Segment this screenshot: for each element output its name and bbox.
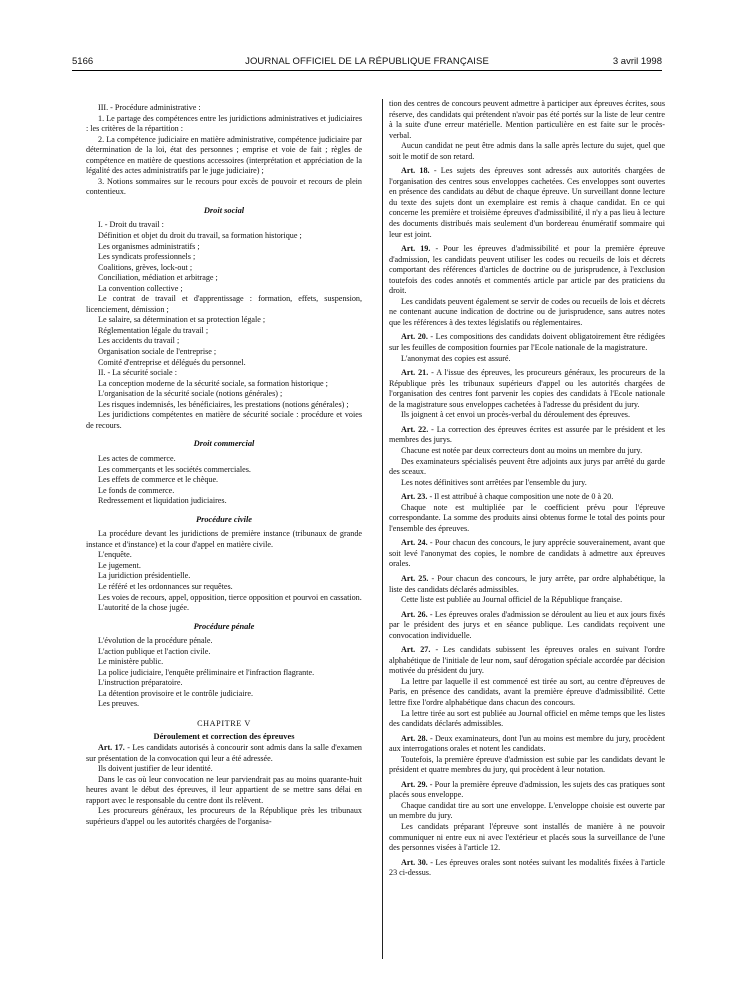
article-paragraph	[389, 574, 665, 595]
paragraph	[86, 486, 362, 497]
header-rule	[72, 70, 662, 71]
paragraph-text: La détention provisoire et le contrôle judiciaire.	[98, 688, 253, 698]
issue-date: 3 avril 1998	[612, 56, 662, 67]
paragraph-text: - Les candidats subissent les épreuves orales en suivant l'ordre alphabétique de l'initiale de leur nom, sauf dérogation spéciale accordée par décision motivée du président du jury.	[389, 645, 665, 676]
article-number: Art. 21.	[401, 368, 429, 378]
paragraph	[389, 478, 665, 489]
paragraph	[86, 326, 362, 337]
article-paragraph	[389, 538, 665, 570]
paragraph	[86, 400, 362, 411]
paragraph-text: II. - La sécurité sociale :	[98, 368, 177, 378]
paragraph	[86, 135, 362, 177]
paragraph	[86, 561, 362, 572]
paragraph-text: Droit social	[203, 205, 245, 215]
paragraph-text: I. - Droit du travail :	[98, 220, 164, 230]
paragraph-text: 1. Le partage des compétences entre les juridictions administratives et judiciaires : les critères de la répartition :	[86, 113, 362, 134]
paragraph	[86, 636, 362, 647]
paragraph-text: La convention collective ;	[98, 283, 183, 293]
paragraph	[86, 465, 362, 476]
paragraph-text: L'évolution de la procédure pénale.	[98, 636, 213, 646]
paragraph-text: L'action publique et l'action civile.	[98, 646, 211, 656]
paragraph-text: La lettre par laquelle il est commencé est tirée au sort, au centre d'épreuves de Paris, en présence des candidats, avant la première épreuve d'admissibilité. Cette lettre fixe l'ordre alphabétique dans chacun des concours.	[389, 676, 665, 707]
paragraph-text: Les commerçants et les sociétés commerciales.	[98, 464, 251, 474]
paragraph	[86, 231, 362, 242]
section-heading	[86, 439, 362, 450]
paragraph	[86, 496, 362, 507]
paragraph	[389, 822, 665, 854]
paragraph	[389, 709, 665, 730]
paragraph-text: Les organismes administratifs ;	[98, 241, 200, 251]
paragraph-text: Coalitions, grèves, lock-out ;	[98, 262, 193, 272]
paragraph-text: Les procureurs généraux, les procureurs de la République près les tribunaux supérieurs d'appel ou les autorités chargées de l'organisa-	[86, 806, 362, 826]
paragraph	[86, 410, 362, 431]
paragraph-text: - Pour les épreuves d'admissibilité et pour la première épreuve d'admission, les candidats peuvent utiliser les codes ou recueils de lois et décrets comportant des références d'articles de doctrine ou de jurisprudence, à l'exclusion toutefois des codes annotés et commentés article par article par des praticiens du droit.	[389, 244, 665, 296]
paragraph-text: L'enquête.	[98, 550, 132, 560]
paragraph-text: Réglementation légale du travail ;	[98, 325, 209, 335]
paragraph-text: - Pour chacun des concours, le jury apprécie souverainement, avant que soit levé l'anonymat des copies, le nombre de candidats à admettre aux épreuves orales.	[389, 538, 666, 569]
paragraph-text: Les candidats peuvent également se servir de codes ou recueils de lois et décrets ne contenant aucune indication de doctrine ou de jurisprudence, sans autres notes que les références à des textes législatifs ou réglementaires.	[389, 296, 665, 327]
paragraph	[389, 755, 665, 776]
article-paragraph	[389, 780, 665, 801]
article-number: Art. 24.	[401, 538, 428, 548]
paragraph	[389, 141, 665, 162]
paragraph-text: Toutefois, la première épreuve d'admission est subie par les candidats devant le président et quatre membres du jury, qui procèdent à leur notation.	[389, 754, 665, 775]
article-paragraph	[389, 734, 665, 755]
paragraph	[86, 678, 362, 689]
article-number: Art. 17.	[98, 743, 125, 753]
paragraph-text: Les voies de recours, appel, opposition, tierce opposition et pourvoi en cassation.	[98, 592, 362, 602]
paragraph	[86, 220, 362, 231]
paragraph	[86, 273, 362, 284]
article-number: Art. 18.	[401, 166, 430, 176]
page-header	[72, 56, 662, 70]
paragraph-text: 3. Notions sommaires sur le recours pour excès de pouvoir et recours de plein contentieux.	[86, 176, 362, 197]
article-number: Art. 26.	[401, 609, 428, 619]
paragraph-text: Organisation sociale de l'entreprise ;	[98, 347, 217, 357]
article-number: Art. 27.	[401, 645, 431, 655]
article-number: Art. 25.	[401, 573, 429, 583]
paragraph-text: Les syndicats professionnels ;	[98, 252, 196, 262]
paragraph	[86, 582, 362, 593]
article-paragraph	[389, 166, 665, 240]
paragraph-text: La police judiciaire, l'enquête préliminaire et l'infraction flagrante.	[98, 667, 315, 677]
paragraph-text: Dans le cas où leur convocation ne leur parviendrait pas au moins quarante-huit heures avant le début des épreuves, il leur appartient de se mettre sans délai en rapport avec le responsable du centre dont ils relèvent.	[86, 774, 362, 805]
paragraph-text: L'instruction préparatoire.	[98, 678, 183, 688]
paragraph-text: Conciliation, médiation et arbitrage ;	[98, 273, 218, 283]
section-heading	[86, 622, 362, 633]
article-paragraph	[389, 425, 665, 446]
paragraph-text: L'autorité de la chose jugée.	[98, 603, 190, 613]
column-divider	[382, 99, 383, 959]
paragraph-text: - Les épreuves orales d'admission se déroulent au lieu et aux jours fixés par le président des jurys et en séance publique. Les candidats reçoivent une convocation individuelle.	[389, 609, 665, 640]
paragraph	[86, 379, 362, 390]
paragraph	[86, 529, 362, 550]
paragraph-text: Droit commercial	[193, 439, 255, 449]
paragraph	[389, 595, 665, 606]
paragraph	[86, 668, 362, 679]
paragraph	[86, 252, 362, 263]
paragraph-text: La juridiction présidentielle.	[98, 571, 191, 581]
article-number: Art. 28.	[401, 733, 428, 743]
article-number: Art. 20.	[401, 332, 428, 342]
paragraph-text: Ils joignent à cet envoi un procès-verbal du déroulement des épreuves.	[401, 410, 630, 420]
paragraph-text: Chaque note est multipliée par le coefficient prévu pour l'épreuve correspondante. La somme des produits ainsi obtenus forme le total des points pour l'ensemble des épreuves.	[389, 502, 665, 533]
paragraph	[86, 593, 362, 604]
right-column	[389, 99, 665, 879]
paragraph-text: Procédure pénale	[193, 621, 255, 631]
paragraph-text: Chacune est notée par deux correcteurs dont au moins un membre du jury.	[401, 445, 643, 455]
paragraph	[389, 677, 665, 709]
paragraph-text: Le jugement.	[98, 560, 141, 570]
paragraph-text: Les effets de commerce et le chèque.	[98, 475, 219, 485]
paragraph-text: Des examinateurs spécialisés peuvent être adjoints aux jurys par arrêté du garde des sceaux.	[389, 456, 665, 477]
paragraph	[389, 99, 665, 141]
paragraph	[389, 446, 665, 457]
paragraph	[86, 284, 362, 295]
paragraph	[86, 571, 362, 582]
section-heading	[86, 515, 362, 526]
paragraph	[86, 336, 362, 347]
paragraph-text: 2. La compétence judiciaire en matière administrative, compétence judiciaire par détermination de la loi, état des personnes ; emprise et voie de fait ; règles de compétence en matière de questions accessoires (interprétation et appréciation de la légalité des actes administratifs par le juge judiciaire) ;	[86, 134, 362, 176]
paragraph	[86, 177, 362, 198]
paragraph	[86, 347, 362, 358]
paragraph-text: Définition et objet du droit du travail, sa formation historique ;	[98, 231, 302, 241]
paragraph	[86, 699, 362, 710]
paragraph-text: Les juridictions compétentes en matière de sécurité sociale : procédure et voies de recours.	[86, 410, 362, 430]
paragraph	[86, 368, 362, 379]
paragraph	[86, 764, 362, 775]
article-number: Art. 22.	[401, 424, 429, 434]
paragraph-text: La conception moderne de la sécurité sociale, sa formation historique ;	[98, 378, 328, 388]
paragraph-text: Les risques indemnisés, les bénéficiaires, les prestations (notions générales) ;	[98, 399, 349, 409]
paragraph-text: Chaque candidat tire au sort une enveloppe. L'enveloppe choisie est ouverte par un membre du jury.	[389, 800, 665, 821]
paragraph	[389, 410, 665, 421]
paragraph-text: Déroulement et correction des épreuves	[153, 731, 295, 741]
paragraph	[86, 647, 362, 658]
paragraph-text: Le ministère public.	[98, 657, 164, 667]
paragraph-text: - Les compositions des candidats doivent obligatoirement être rédigées sur les feuilles de composition fournies par l'Ecole nationale de la magistrature.	[389, 332, 665, 353]
paragraph-text: Les notes définitives sont arrêtées par l'ensemble du jury.	[401, 477, 587, 487]
paragraph	[86, 103, 362, 114]
paragraph-text: Redressement et liquidation judiciaires.	[98, 496, 227, 506]
paragraph-text: Aucun candidat ne peut être admis dans la salle après lecture du sujet, quel que soit le motif de son retard.	[389, 141, 665, 161]
paragraph-text: La lettre tirée au sort est publiée au Journal officiel en même temps que les listes des candidats déclarés admissibles.	[389, 708, 665, 729]
paragraph-text: Le fonds de commerce.	[98, 485, 175, 495]
paragraph	[389, 801, 665, 822]
article-paragraph	[389, 368, 665, 410]
paragraph-text: - La correction des épreuves écrites est assurée par le président et les membres des jurys.	[389, 424, 665, 445]
paragraph-text: Le contrat de travail et d'apprentissage : formation, effets, suspension, licenciement, démission ;	[86, 294, 362, 314]
paragraph-text: Le référé et les ordonnances sur requêtes.	[98, 581, 233, 591]
paragraph-text: - Les épreuves orales sont notées suivant les modalités fixées à l'article 23 ci-dessus.	[389, 857, 665, 878]
article-paragraph	[389, 492, 665, 503]
paragraph	[389, 503, 665, 535]
paragraph	[86, 475, 362, 486]
paragraph-text: Les preuves.	[98, 699, 140, 709]
paragraph	[86, 315, 362, 326]
paragraph	[86, 454, 362, 465]
article-number: Art. 19.	[401, 244, 431, 254]
paragraph	[86, 114, 362, 135]
article-number: Art. 29.	[401, 779, 428, 789]
paragraph-text: - Les sujets des épreuves sont adressés aux autorités chargées de l'organisation des centres sous enveloppes cachetées. Ces enveloppes sont ouvertes en présence des candidats au début de chaque épreuve. Un surveillant donne lecture du texte des sujets dont un exemplaire est remis à chaque candidat. En ce qui concerne les première et troisième épreuves d'admissibilité, il n'y a pas lieu à lecture des documents distribués mais seulement d'un bordereau énumératif sommaire qui leur est joint.	[389, 166, 665, 239]
paragraph	[86, 550, 362, 561]
left-column	[86, 103, 362, 827]
paragraph	[86, 242, 362, 253]
paragraph	[86, 294, 362, 315]
article-number: Art. 23.	[401, 492, 428, 502]
paragraph-text: - Deux examinateurs, dont l'un au moins est membre du jury, procèdent aux interrogations orales et notent les candidats.	[389, 733, 665, 754]
paragraph-text: CHAPITRE V	[197, 718, 251, 728]
article-paragraph	[389, 244, 665, 297]
paragraph	[86, 389, 362, 400]
paragraph-text: Comité d'entreprise et délégués du personnel.	[98, 357, 246, 367]
article-number: Art. 30.	[401, 857, 428, 867]
paragraph-text: Les candidats préparant l'épreuve sont installés de manière à ne pouvoir communiquer ni entre eux ni avec l'extérieur et placés sous la surveillance de l'une des personnes visées à l'article 12.	[389, 822, 665, 853]
paragraph-text: Ils doivent justifier de leur identité.	[98, 764, 213, 774]
paragraph-text: Les accidents du travail ;	[98, 336, 180, 346]
article-paragraph	[389, 610, 665, 642]
paragraph	[86, 358, 362, 369]
paragraph	[389, 457, 665, 478]
paragraph-text: - Pour chacun des concours, le jury arrête, par ordre alphabétique, la liste des candidats déclarés admissibles.	[389, 573, 665, 594]
paragraph	[86, 806, 362, 827]
paragraph	[86, 263, 362, 274]
paragraph-text: L'organisation de la sécurité sociale (notions générales) ;	[98, 389, 283, 399]
paragraph	[389, 354, 665, 365]
section-heading	[86, 206, 362, 217]
paragraph-text: La procédure devant les juridictions de première instance (tribunaux de grande instance et d'instance) et la cour d'appel en matière civile.	[86, 529, 362, 549]
paragraph-text: L'anonymat des copies est assuré.	[401, 353, 511, 363]
paragraph-text: - Les candidats autorisés à concourir sont admis dans la salle d'examen sur présentation de la convocation qui leur a été adressée.	[86, 743, 362, 763]
article-paragraph	[389, 645, 665, 677]
paragraph-text: Le salaire, sa détermination et sa protection légale ;	[98, 315, 266, 325]
paragraph	[389, 297, 665, 329]
article-paragraph	[389, 858, 665, 879]
article-paragraph	[86, 743, 362, 764]
paragraph-text: - Il est attribué à chaque composition une note de 0 à 20.	[427, 492, 614, 502]
paragraph-text: Les actes de commerce.	[98, 453, 176, 463]
paragraph	[86, 603, 362, 614]
paragraph-text: Procédure civile	[195, 514, 253, 524]
paragraph-text: Cette liste est publiée au Journal officiel de la République française.	[401, 595, 623, 605]
journal-title: JOURNAL OFFICIEL DE LA RÉPUBLIQUE FRANÇAISE	[245, 56, 489, 67]
paragraph	[86, 775, 362, 807]
paragraph	[86, 689, 362, 700]
article-paragraph	[389, 332, 665, 353]
chapter-title	[86, 732, 362, 743]
paragraph-text: tion des centres de concours peuvent admettre à participer aux épreuves écrites, sous réserve, des candidats qui prétendent n'avoir pas été portés sur la liste de leur centre à la suite d'une erreur matérielle. Mention particulière en est faite sur le procès-verbal.	[389, 99, 665, 140]
paragraph-text: III. - Procédure administrative :	[98, 103, 201, 112]
paragraph-text: - Pour la première épreuve d'admission, les sujets des cas pratiques sont placés sous enveloppe.	[389, 779, 666, 800]
page-number: 5166	[72, 56, 94, 67]
chapter-heading	[86, 719, 362, 730]
paragraph-text: - A l'issue des épreuves, les procureurs généraux, les procureurs de la République près les tribunaux supérieurs d'appel ou les autorités chargées de l'organisation des centres font parvenir les copies des candidats à l'Ecole nationale de la magistrature sous enveloppes cachetées à l'adresse du président du jury.	[389, 368, 665, 409]
paragraph	[86, 657, 362, 668]
